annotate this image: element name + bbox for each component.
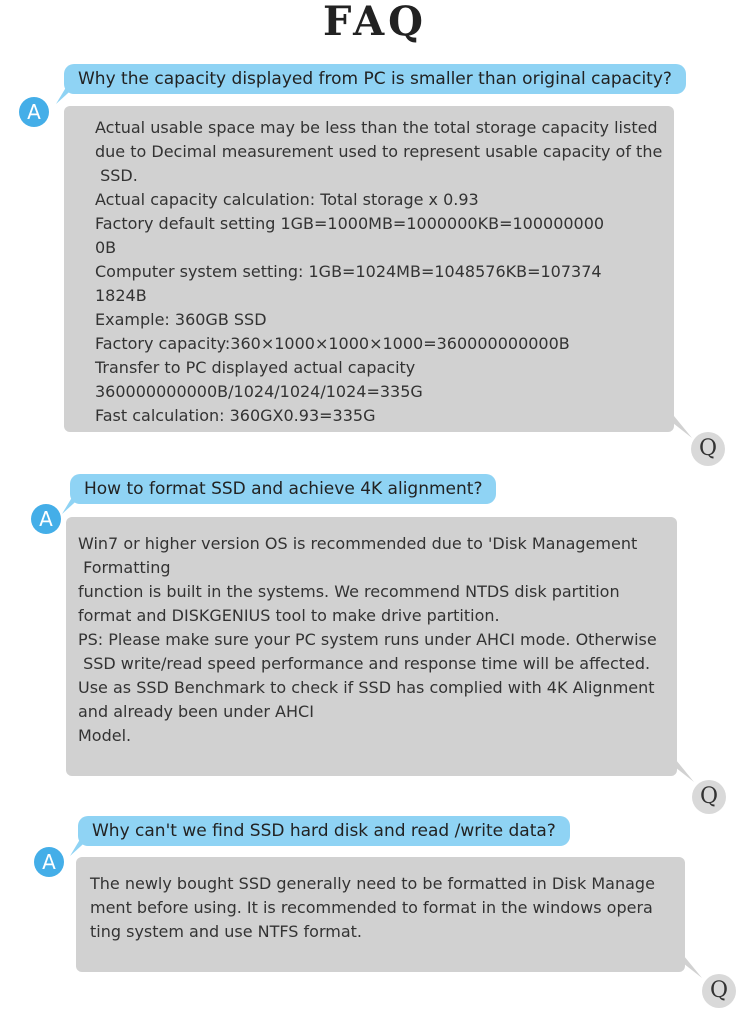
answer-line: Win7 or higher version OS is recommended due to 'Disk Management	[78, 534, 638, 553]
q-badge-icon: Q	[702, 974, 736, 1008]
answer-line: SSD write/read speed performance and response time will be affected.	[78, 654, 651, 673]
answer-badge-icon: A	[31, 504, 61, 534]
question-bubble: Why the capacity displayed from PC is smaller than original capacity?	[64, 64, 686, 94]
answer-line: Use as SSD Benchmark to check if SSD has complied with 4K Alignment	[78, 678, 655, 697]
answer-line: Factory capacity:360×1000×1000×1000=360000000000B	[95, 334, 570, 353]
answer-line: Factory default setting 1GB=1000MB=1000000KB=100000000	[95, 214, 605, 233]
answer-line: 0B	[95, 238, 117, 257]
answer-line: The newly bought SSD generally need to be formatted in Disk Manage	[90, 874, 655, 893]
answer-line: ting system and use NTFS format.	[90, 922, 362, 941]
answer-line: and already been under AHCI	[78, 702, 314, 721]
answer-badge-icon: A	[19, 97, 49, 127]
q-badge-icon: Q	[692, 780, 726, 814]
question-bubble-tail	[60, 494, 84, 516]
q-badge-icon: Q	[691, 432, 725, 466]
answer-line: Actual usable space may be less than the total storage capacity listed	[95, 118, 658, 137]
answer-badge-icon: A	[34, 847, 64, 877]
answer-line: Actual capacity calculation: Total storage x 0.93	[95, 190, 479, 209]
answer-line: due to Decimal measurement used to represent usable capacity of the	[95, 142, 663, 161]
answer-box-tail	[666, 760, 696, 784]
answer-line: Model.	[78, 726, 132, 745]
question-bubble-tail	[68, 836, 92, 858]
answer-line: format and DISKGENIUS tool to make drive partition.	[78, 606, 500, 625]
answer-line: ment before using. It is recommended to format in the windows opera	[90, 898, 653, 917]
page-title: FAQ	[323, 0, 427, 45]
answer-line: function is built in the systems. We recommend NTDS disk partition	[78, 582, 620, 601]
answer-line: Transfer to PC displayed actual capacity	[95, 358, 416, 377]
answer-box	[64, 106, 674, 432]
answer-line: Computer system setting: 1GB=1024MB=1048576KB=107374	[95, 262, 602, 281]
answer-line: SSD.	[95, 166, 138, 185]
question-bubble: Why can't we find SSD hard disk and read /write data?	[78, 816, 570, 846]
answer-box	[66, 517, 677, 776]
answer-line: PS: Please make sure your PC system runs under AHCI mode. Otherwise	[78, 630, 657, 649]
question-bubble-tail	[54, 84, 78, 106]
answer-line: Fast calculation: 360GX0.93=335G	[95, 406, 376, 425]
question-bubble: How to format SSD and achieve 4K alignment?	[70, 474, 496, 504]
answer-line: 1824B	[95, 286, 147, 305]
answer-line: 360000000000B/1024/1024/1024=335G	[95, 382, 423, 401]
answer-box	[76, 857, 685, 972]
answer-box-tail	[664, 416, 694, 440]
answer-line: Example: 360GB SSD	[95, 310, 267, 329]
answer-box-tail	[674, 956, 704, 980]
answer-line: Formatting	[78, 558, 171, 577]
